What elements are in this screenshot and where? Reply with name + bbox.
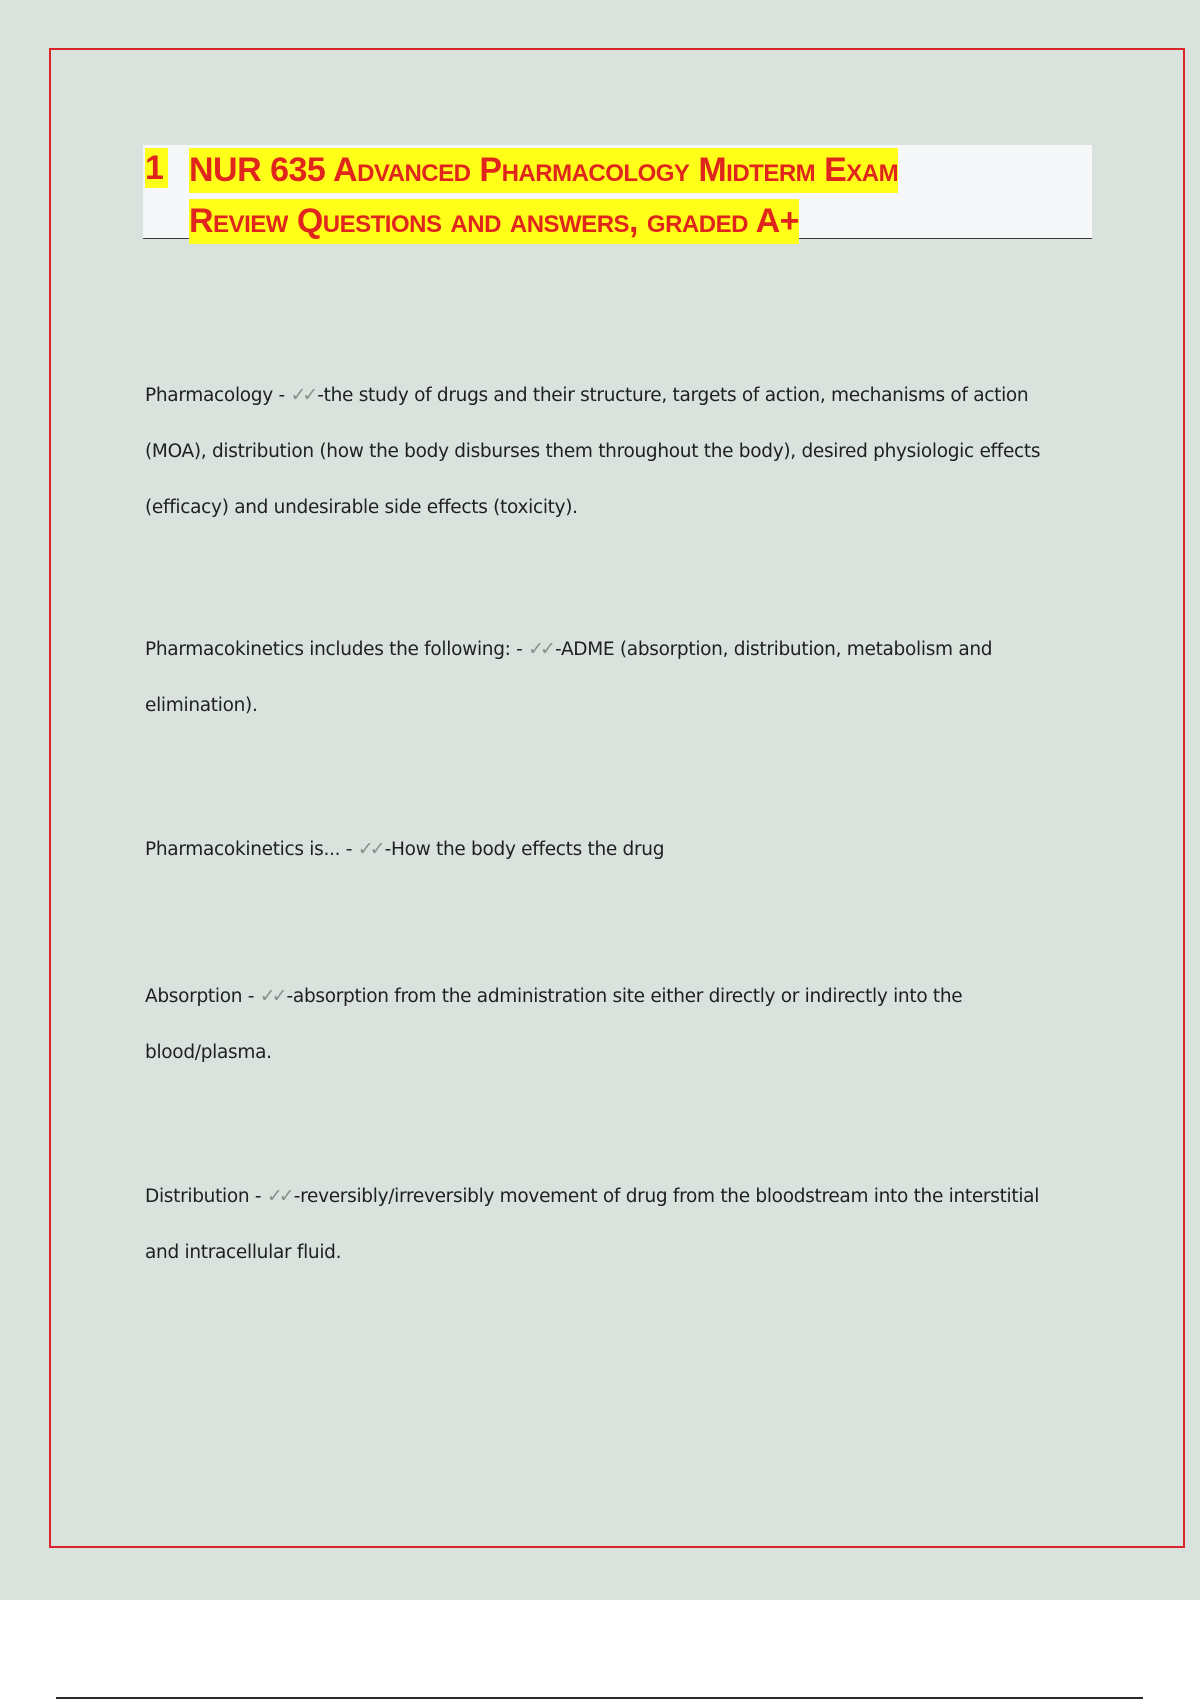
qa-item bbox=[145, 1168, 1075, 1281]
qa-term: Distribution - bbox=[145, 1186, 267, 1207]
heading-line-1: NUR 635 Advanced Pharmacology Midterm Exam bbox=[189, 148, 898, 193]
heading-title bbox=[189, 148, 898, 250]
heading-number: 1 bbox=[145, 148, 168, 188]
qa-answer: -ADME (absorption, distribution, metabolism and elimination). bbox=[145, 639, 993, 716]
double-check-icon: ✓✓ bbox=[528, 638, 552, 660]
qa-answer: -reversibly/irreversibly movement of drug from the bloodstream into the interstitial and intracellular fluid. bbox=[145, 1186, 1040, 1263]
footer-rule bbox=[56, 1697, 1143, 1699]
document-heading bbox=[143, 145, 1092, 239]
qa-item bbox=[145, 367, 1075, 536]
qa-item bbox=[145, 968, 1075, 1081]
qa-term: Pharmacology - bbox=[145, 385, 291, 406]
page-border-frame bbox=[49, 48, 1185, 1548]
qa-item bbox=[145, 621, 1075, 734]
heading-line-2: Review Questions and answers, graded A+ bbox=[189, 199, 799, 244]
qa-term: Absorption - bbox=[145, 986, 260, 1007]
qa-item bbox=[145, 821, 1075, 878]
double-check-icon: ✓✓ bbox=[357, 838, 382, 860]
double-check-icon: ✓✓ bbox=[259, 985, 284, 1007]
double-check-icon: ✓✓ bbox=[290, 384, 315, 406]
qa-answer: -the study of drugs and their structure, targets of action, mechanisms of action (MOA), distribution (how the body disburses them throughout the body), desired physiologic effects (efficacy) and undesirable side effects (toxicity). bbox=[145, 385, 1041, 518]
qa-term: Pharmacokinetics includes the following: - bbox=[145, 639, 529, 660]
double-check-icon: ✓✓ bbox=[266, 1185, 291, 1207]
qa-answer: -How the body effects the drug bbox=[384, 839, 665, 860]
qa-answer: -absorption from the administration site either directly or indirectly into the blood/plasma. bbox=[145, 986, 963, 1063]
qa-term: Pharmacokinetics is... - bbox=[145, 839, 358, 860]
